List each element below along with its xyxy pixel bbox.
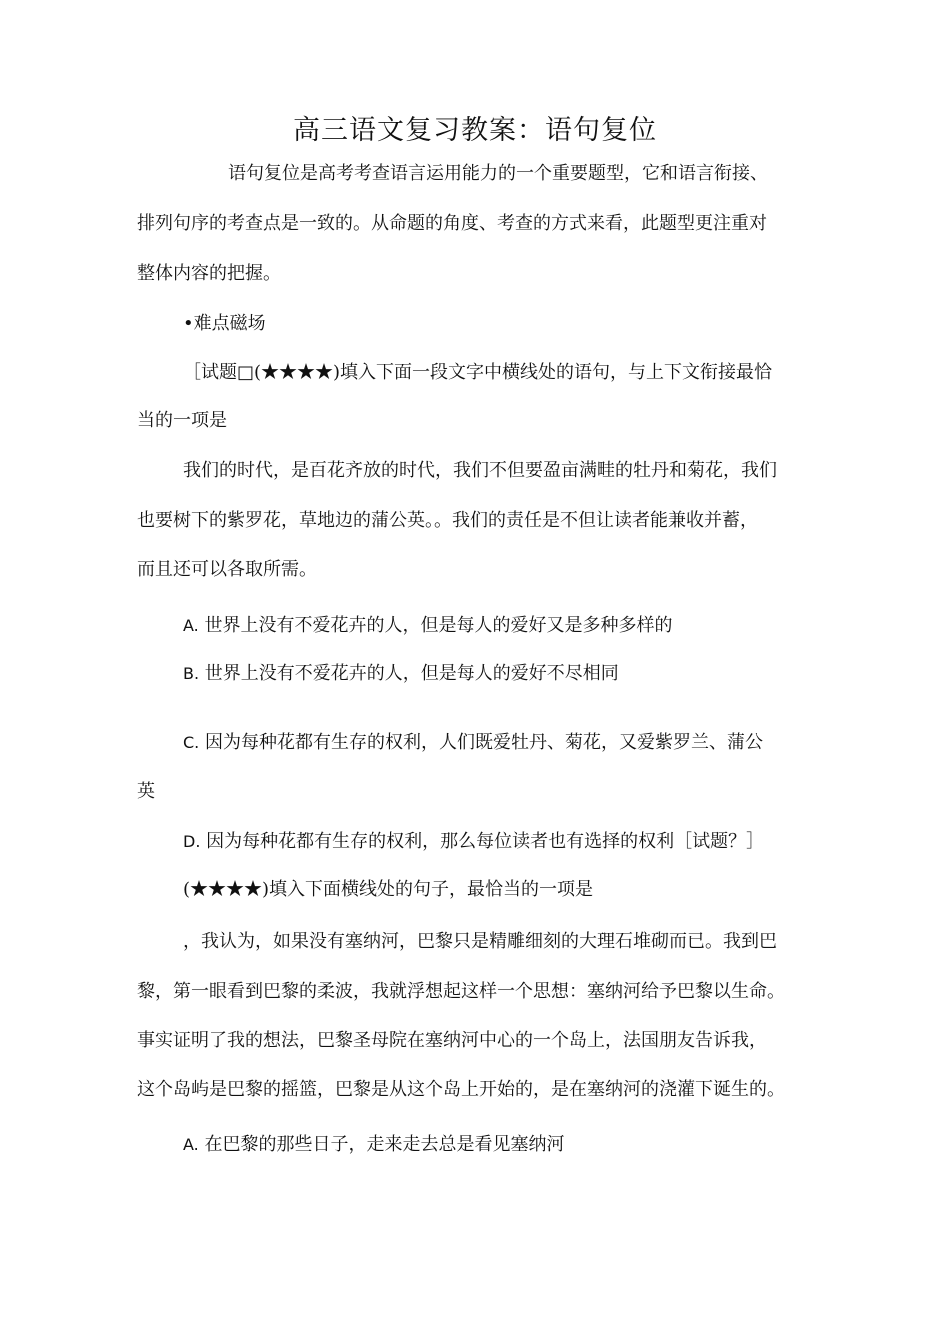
intro-line-3: 整体内容的把握。 [137,263,281,284]
intro-line-2: 排列句序的考查点是一致的。从命题的角度、考查的方式来看，此题型更注重对 [137,213,767,234]
option-text: 世界上没有不爱花卉的人，但是每人的爱好不尽相同 [204,663,619,684]
question1-option-c [183,731,763,755]
option-text: 因为每种花都有生存的权利，人们既爱牡丹、菊花，又爱紫罗兰、蒲公 [205,732,763,753]
question1-passage-line-2: 也要树下的紫罗花，草地边的蒲公英。。我们的责任是不但让读者能兼收并蓄， [137,510,758,531]
option-letter: D. [183,832,201,851]
question1-prompt-line-2: 当的一项是 [137,410,227,431]
option-text: 世界上没有不爱花卉的人，但是每人的爱好又是多种多样的 [204,615,673,636]
option-text: 在巴黎的那些日子，走来走去总是看见塞纳河 [204,1134,565,1155]
question1-option-a [183,614,672,638]
question1-passage-line-3: 而且还可以各取所需。 [137,559,317,580]
intro-line-1: 语句复位是高考考查语言运用能力的一个重要题型，它和语言衔接、 [228,163,768,184]
question2-option-a [183,1133,564,1157]
question1-option-c-continued: 英 [137,781,155,802]
question1-option-d [183,830,764,854]
document-title: 高三语文复习教案：语句复位 [293,115,657,146]
question1-option-b [183,662,619,686]
question2-passage-line-3: 事实证明了我的想法，巴黎圣母院在塞纳河中心的一个岛上，法国朋友告诉我， [137,1030,767,1051]
option-text: 因为每种花都有生存的权利，那么每位读者也有选择的权利［试题？］ [206,831,765,852]
option-letter: A. [183,616,199,635]
option-letter: C. [183,733,200,752]
question2-passage-line-1: ，我认为，如果没有塞纳河，巴黎只是精雕细刻的大理石堆砌而已。我到巴 [183,931,777,952]
section-heading: •难点磁场 [183,313,266,334]
question2-passage-line-4: 这个岛屿是巴黎的摇篮，巴黎是从这个岛上开始的，是在塞纳河的浇灌下诞生的。 [137,1079,785,1100]
option-letter: A. [183,1135,199,1154]
question1-passage-line-1: 我们的时代，是百花齐放的时代，我们不但要盈亩满畦的牡丹和菊花，我们 [183,460,777,481]
question2-passage-line-2: 黎，第一眼看到巴黎的柔波，我就浮想起这样一个思想：塞纳河给予巴黎以生命。 [137,981,785,1002]
option-letter: B. [183,664,200,683]
question1-prompt-line-1: ［试题□(★★★★)填入下面一段文字中横线处的语句，与上下文衔接最恰 [183,362,773,383]
question2-prompt: (★★★★)填入下面横线处的句子，最恰当的一项是 [183,879,594,900]
